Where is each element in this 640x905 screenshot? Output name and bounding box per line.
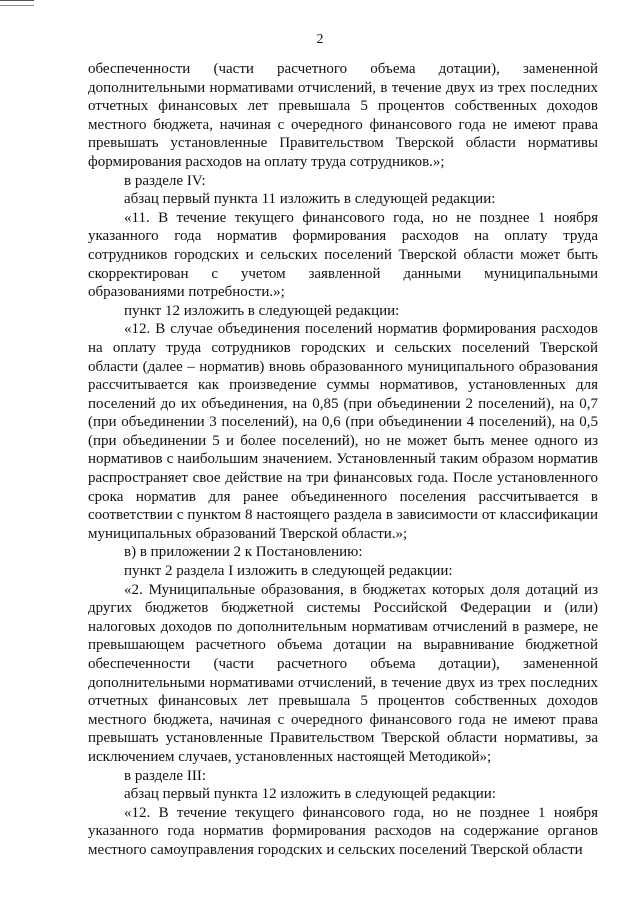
paragraph-point-11-intro: абзац первый пункта 11 изложить в следующей редакции: — [124, 191, 496, 208]
paragraph-point-2-intro: пункт 2 раздела I изложить в следующей редакции: — [124, 563, 453, 580]
paragraph-point-12-intro: пункт 12 изложить в следующей редакции: — [124, 302, 400, 319]
paragraph-point-12-text: «12. В случае объединения поселений норматив формирования расходов на оплату труда сотрудников городских и сельских поселений Тверской области (далее – норматив) вновь образованного муниципального образования рассчитывается как произведение суммы нормативов, установленных для поселений до их объединения, на 0,85 (при объединении 2 поселений), на 0,7 (при объединении 3 поселений), на 0,6 (при объединении 4 поселений), на 0,5 (при объединении 5 и более поселений), но не может быть менее одного из нормативов с наибольшим значением. Установленный таким образом норматив распространяет свое действие на три финансовых года. После установленного срока норматив для ранее объединенного поселения рассчитывается в соответствии с пунктом 8 настоящего раздела в зависимости от классификации муниципальных образований Тверской области.»; — [88, 321, 598, 542]
page-number: 2 — [316, 32, 324, 47]
paragraph-continuation: обеспеченности (части расчетного объема дотации), замененной дополнительными нормативами отчислений, в течение двух из трех последних отчетных финансовых лет превышала 5 процентов собственных доходов местного бюджета, начиная с очередного финансового года не имеют права превышать установленные Правительством Тверской области нормативы формирования расходов на оплату труда сотрудников.»; — [88, 61, 598, 170]
scan-corner-mark — [0, 0, 34, 6]
paragraph-section-iv: в разделе IV: — [124, 172, 206, 189]
paragraph-point-2-text: «2. Муниципальные образования, в бюджетах которых доля дотаций из других бюджетов бюджетной системы Российской Федерации и (или) налоговых доходов по дополнительным нормативам отчислений в размере, не превышающем расчетного объема дотации на выравнивание бюджетной обеспеченности (части расчетного объема дотации), замененной дополнительными нормативами отчислений, в течение двух из трех последних отчетных финансовых лет превышала 5 процентов собственных доходов местного бюджета, начиная с очередного финансового года не имеют права превышать установленные Правительством Тверской области нормативы, за исключением случаев, установленных настоящей Методикой»; — [88, 581, 598, 765]
paragraph-appendix-2: в) в приложении 2 к Постановлению: — [124, 544, 363, 561]
paragraph-section-iii-point-12-text: «12. В течение текущего финансового года, но не позднее 1 ноября указанного года норматив формирования расходов на содержание органов местного самоуправления городских и сельских поселений Тверской области — [88, 804, 598, 858]
paragraph-section-iii-point-12-intro: абзац первый пункта 12 изложить в следующей редакции: — [124, 786, 496, 803]
paragraph-point-11-text: «11. В течение текущего финансового года, но не позднее 1 ноября указанного года норматив формирования расходов на оплату труда сотрудников городских и сельских поселений Тверской области может быть скорректирован с учетом заявленной данными муниципальными образованиями потребности.»; — [88, 209, 598, 301]
document-body — [88, 60, 598, 860]
paragraph-section-iii: в разделе III: — [124, 767, 206, 784]
